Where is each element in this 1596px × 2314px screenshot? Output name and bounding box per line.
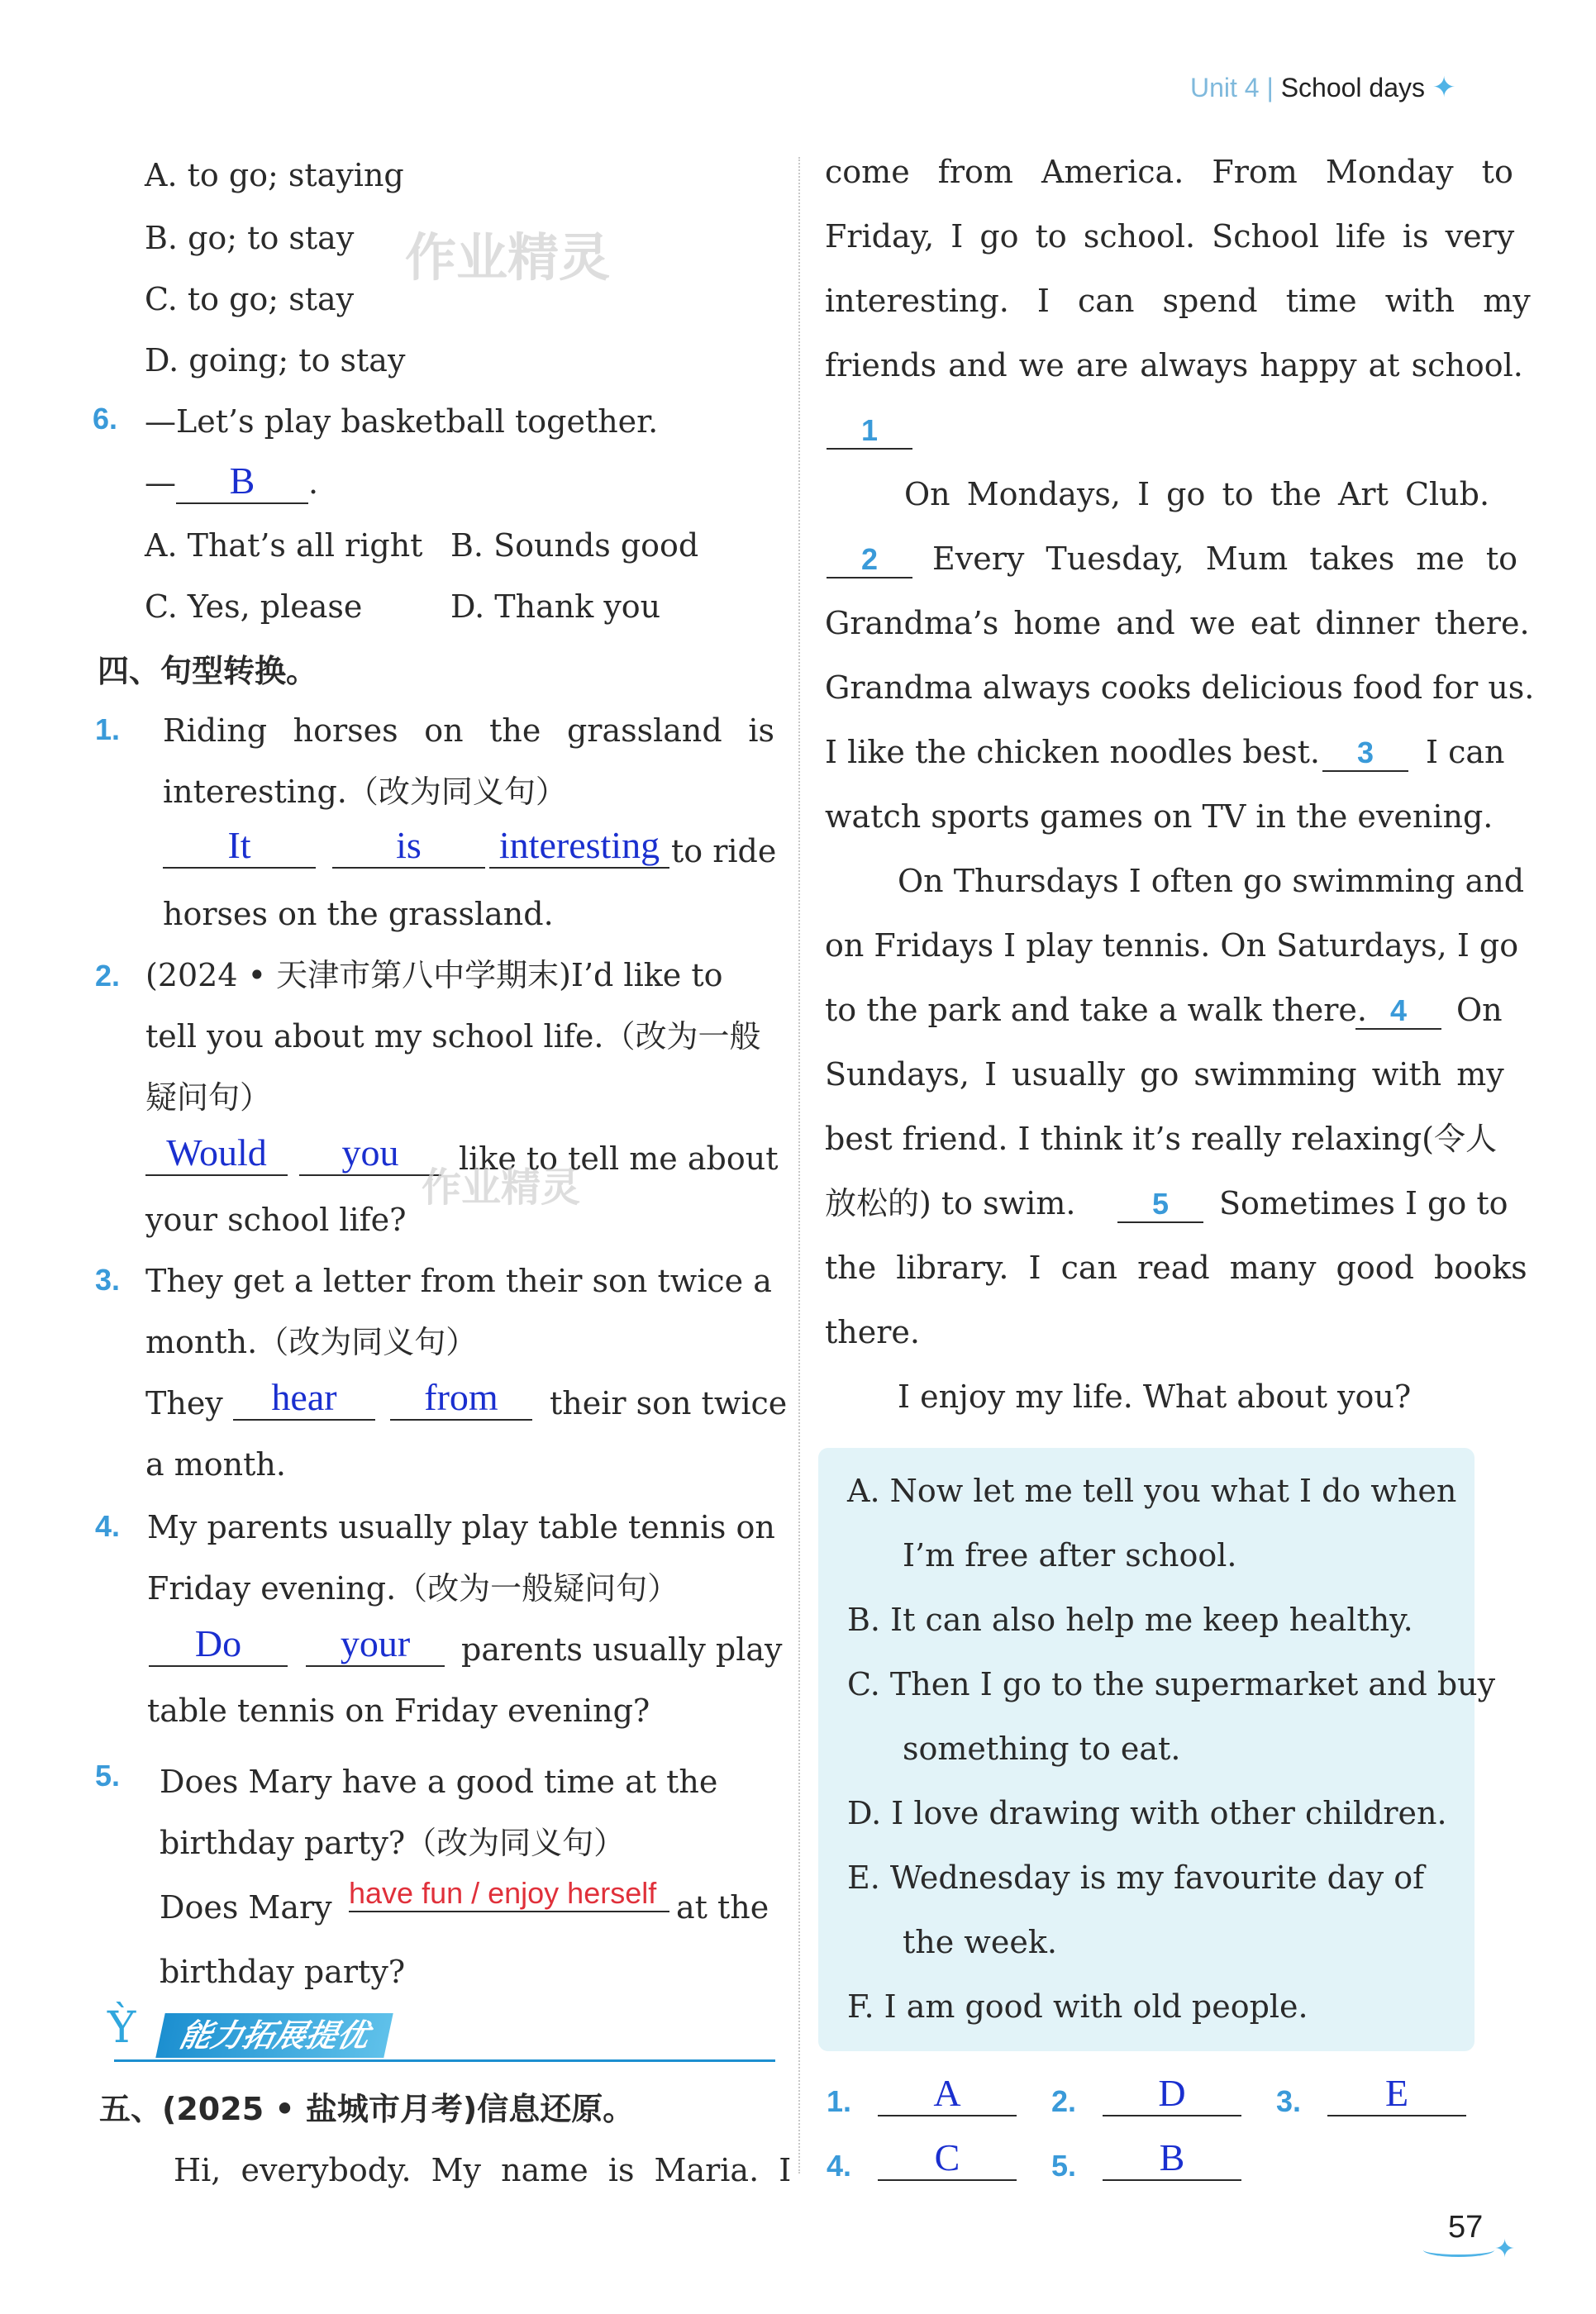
s4-q2-line1: (2024 • 天津市第八中学期末)I’d like to bbox=[145, 957, 723, 993]
s4-q4-answer-2: your bbox=[306, 1621, 445, 1667]
passage-line: On Thursdays I often go swimming and bbox=[898, 863, 1525, 899]
s4-q1-line1 bbox=[163, 709, 774, 752]
answer-number-5: 5. bbox=[1051, 2149, 1077, 2183]
word: horses bbox=[293, 712, 398, 749]
s4-q5-tail: at the bbox=[676, 1889, 769, 1926]
passage-blank-3: 3 bbox=[1322, 736, 1408, 772]
sparkle-icon: ✦ bbox=[1494, 2235, 1516, 2264]
passage-line: to the park and take a walk there. bbox=[825, 992, 1367, 1028]
option-a-line1: A. Now let me tell you what I do when bbox=[847, 1473, 1457, 1509]
s4-q5-line2: birthday party?（改为同义句） bbox=[160, 1825, 626, 1861]
s4-q1-tail: to ride bbox=[671, 833, 777, 869]
passage-line: Grandma always cooks delicious food for us. bbox=[825, 669, 1535, 706]
passage-line bbox=[825, 150, 1513, 193]
word: is bbox=[748, 712, 774, 749]
option-c-line1: C. Then I go to the supermarket and buy bbox=[847, 1666, 1496, 1702]
s4-q1-line4: horses on the grassland. bbox=[163, 896, 554, 932]
answer-4: C bbox=[878, 2135, 1017, 2181]
word: grassland bbox=[566, 712, 722, 749]
option-b: B. It can also help me keep healthy. bbox=[847, 1602, 1413, 1638]
passage-line: I can bbox=[1426, 734, 1505, 770]
q6-option-a: A. That’s all right bbox=[145, 527, 423, 564]
passage-line: Sundays, I usually go swimming with my bbox=[825, 1056, 1504, 1093]
unit-title: School days bbox=[1280, 73, 1426, 102]
passage-blank-5: 5 bbox=[1117, 1187, 1203, 1223]
passage-line: watch sports games on TV in the evening. bbox=[825, 798, 1494, 835]
option-c-line2: something to eat. bbox=[903, 1731, 1181, 1767]
answer-5: B bbox=[1103, 2135, 1241, 2181]
passage-line: Sometimes I go to bbox=[1219, 1185, 1508, 1221]
option-a-line2: I’m free after school. bbox=[903, 1537, 1237, 1574]
passage-line: interesting. I can spend time with my bbox=[825, 283, 1531, 319]
s4-q1-number: 1. bbox=[95, 712, 121, 746]
section4-title: 四、句型转换。 bbox=[98, 653, 318, 689]
banner-title: 能力拓展提优 bbox=[155, 2013, 393, 2058]
s4-q5-number: 5. bbox=[95, 1759, 121, 1793]
passage-blank-1: 1 bbox=[827, 413, 912, 450]
s4-q3-number: 3. bbox=[95, 1263, 121, 1297]
s4-q4-line2: Friday evening.（改为一般疑问句） bbox=[147, 1570, 679, 1607]
section5-title: 五、(2025 • 盐城市月考)信息还原。 bbox=[99, 2091, 635, 2127]
sparkle-icon: ✦ bbox=[1432, 72, 1456, 103]
passage-blank-2: 2 bbox=[827, 542, 912, 578]
word: on bbox=[424, 712, 464, 749]
answer-3: E bbox=[1327, 2071, 1466, 2116]
q6-number: 6. bbox=[93, 402, 118, 436]
passage-line: best friend. I think it’s really relaxing(令人 bbox=[825, 1121, 1497, 1157]
s4-q4-answer-1: Do bbox=[149, 1621, 288, 1667]
s4-q3-answer-2: from bbox=[390, 1375, 532, 1421]
q5-option-d: D. going; to stay bbox=[145, 342, 406, 379]
passage-line: the library. I can read many good books bbox=[825, 1250, 1527, 1286]
q6-prompt: —Let’s play basketball together. bbox=[145, 403, 659, 440]
s4-q3-line4: a month. bbox=[145, 1446, 286, 1483]
answer-2: D bbox=[1103, 2071, 1241, 2116]
q6-response bbox=[145, 459, 318, 504]
s4-q5-line4: birthday party? bbox=[160, 1954, 406, 1990]
q5-option-b: B. go; to stay bbox=[145, 220, 355, 256]
s4-q3-answer-1: hear bbox=[233, 1375, 375, 1421]
answer-number-3: 3. bbox=[1276, 2084, 1302, 2118]
answer-number-1: 1. bbox=[827, 2084, 852, 2118]
s4-q3-tail: their son twice bbox=[550, 1385, 788, 1421]
q6-option-b: B. Sounds good bbox=[450, 527, 699, 564]
answer-number-4: 4. bbox=[827, 2149, 852, 2183]
s4-q2-number: 2. bbox=[95, 959, 121, 993]
passage-line: Grandma’s home and we eat dinner there. bbox=[825, 605, 1530, 641]
option-d: D. I love drawing with other children. bbox=[847, 1795, 1447, 1831]
word: the bbox=[489, 712, 541, 749]
passage-line: I like the chicken noodles best. bbox=[825, 734, 1321, 770]
option-e-line1: E. Wednesday is my favourite day of bbox=[847, 1859, 1425, 1896]
passage-line: On bbox=[1456, 992, 1503, 1028]
passage-line: friends and we are always happy at school. bbox=[825, 347, 1523, 383]
watermark: 作业精灵 bbox=[422, 1164, 581, 1211]
word: Riding bbox=[163, 712, 268, 749]
s4-q4-number: 4. bbox=[95, 1509, 121, 1543]
q6-answer: B bbox=[176, 459, 308, 504]
passage-line: I enjoy my life. What about you? bbox=[898, 1378, 1412, 1415]
section5-intro-line: Hi, everybody. My name is Maria. I bbox=[174, 2152, 792, 2188]
q5-option-c: C. to go; stay bbox=[145, 281, 355, 317]
s4-q1-answer-2: is bbox=[332, 823, 485, 869]
header-divider: | bbox=[1266, 73, 1281, 102]
s4-q2-answer-2: you bbox=[299, 1131, 441, 1176]
s4-q2-tail: like to tell me about bbox=[459, 1140, 779, 1177]
page-header bbox=[1190, 71, 1455, 104]
option-e-line2: the week. bbox=[903, 1924, 1057, 1960]
passage-line: Friday, I go to school. School life is very bbox=[825, 218, 1515, 255]
q6-option-c: C. Yes, please bbox=[145, 588, 363, 625]
trophy-icon: Ỳ bbox=[107, 2003, 136, 2053]
s4-q4-tail: parents usually play bbox=[461, 1631, 783, 1668]
s4-q1-answer-3: interesting bbox=[489, 823, 669, 869]
page-number-badge bbox=[1418, 2205, 1517, 2263]
watermark: 作业精灵 bbox=[405, 227, 611, 288]
s4-q3-line1: They get a letter from their son twice a bbox=[145, 1263, 772, 1299]
s4-q1-answer-1: It bbox=[163, 823, 316, 869]
page-swoosh bbox=[1423, 2243, 1494, 2257]
page-number: 57 bbox=[1448, 2210, 1484, 2245]
passage-line: 放松的) to swim. bbox=[825, 1185, 1076, 1221]
s4-q2-line2: tell you about my school life.（改为一般 bbox=[145, 1018, 761, 1055]
s4-q2-answer-1: Would bbox=[145, 1131, 288, 1176]
q6-option-d: D. Thank you bbox=[450, 588, 661, 625]
passage-line: On Mondays, I go to the Art Club. bbox=[904, 476, 1490, 512]
passage-text: come from America. From Monday to bbox=[825, 154, 1513, 190]
s4-q1-line2: interesting.（改为同义句） bbox=[163, 774, 567, 810]
s4-q5-line1: Does Mary have a good time at the bbox=[160, 1764, 718, 1800]
passage-line: there. bbox=[825, 1314, 920, 1350]
unit-label: Unit 4 bbox=[1190, 73, 1260, 102]
s4-q2-line3: 疑问句） bbox=[145, 1079, 272, 1116]
s4-q4-line1: My parents usually play table tennis on bbox=[147, 1509, 775, 1545]
passage-line: Every Tuesday, Mum takes me to bbox=[932, 540, 1518, 577]
option-f: F. I am good with old people. bbox=[847, 1988, 1308, 2025]
s4-q2-line5: your school life? bbox=[145, 1202, 407, 1238]
section-banner bbox=[107, 2003, 775, 2062]
s4-q3-line2: month.（改为同义句） bbox=[145, 1324, 478, 1360]
s4-q5-answer: have fun / enjoy herself bbox=[349, 1876, 669, 1912]
answer-number-2: 2. bbox=[1051, 2084, 1077, 2118]
column-divider bbox=[798, 157, 800, 2174]
s4-q5-lead: Does Mary bbox=[160, 1889, 332, 1926]
passage-line: on Fridays I play tennis. On Saturdays, I go bbox=[825, 927, 1519, 964]
s4-q4-line4: table tennis on Friday evening? bbox=[147, 1693, 650, 1729]
s4-q3-lead: They bbox=[145, 1385, 223, 1421]
q6-end: . bbox=[308, 464, 319, 501]
q6-dash: — bbox=[145, 464, 176, 501]
passage-blank-4: 4 bbox=[1355, 993, 1441, 1030]
answer-1: A bbox=[878, 2071, 1017, 2116]
q5-option-a: A. to go; staying bbox=[145, 157, 404, 193]
